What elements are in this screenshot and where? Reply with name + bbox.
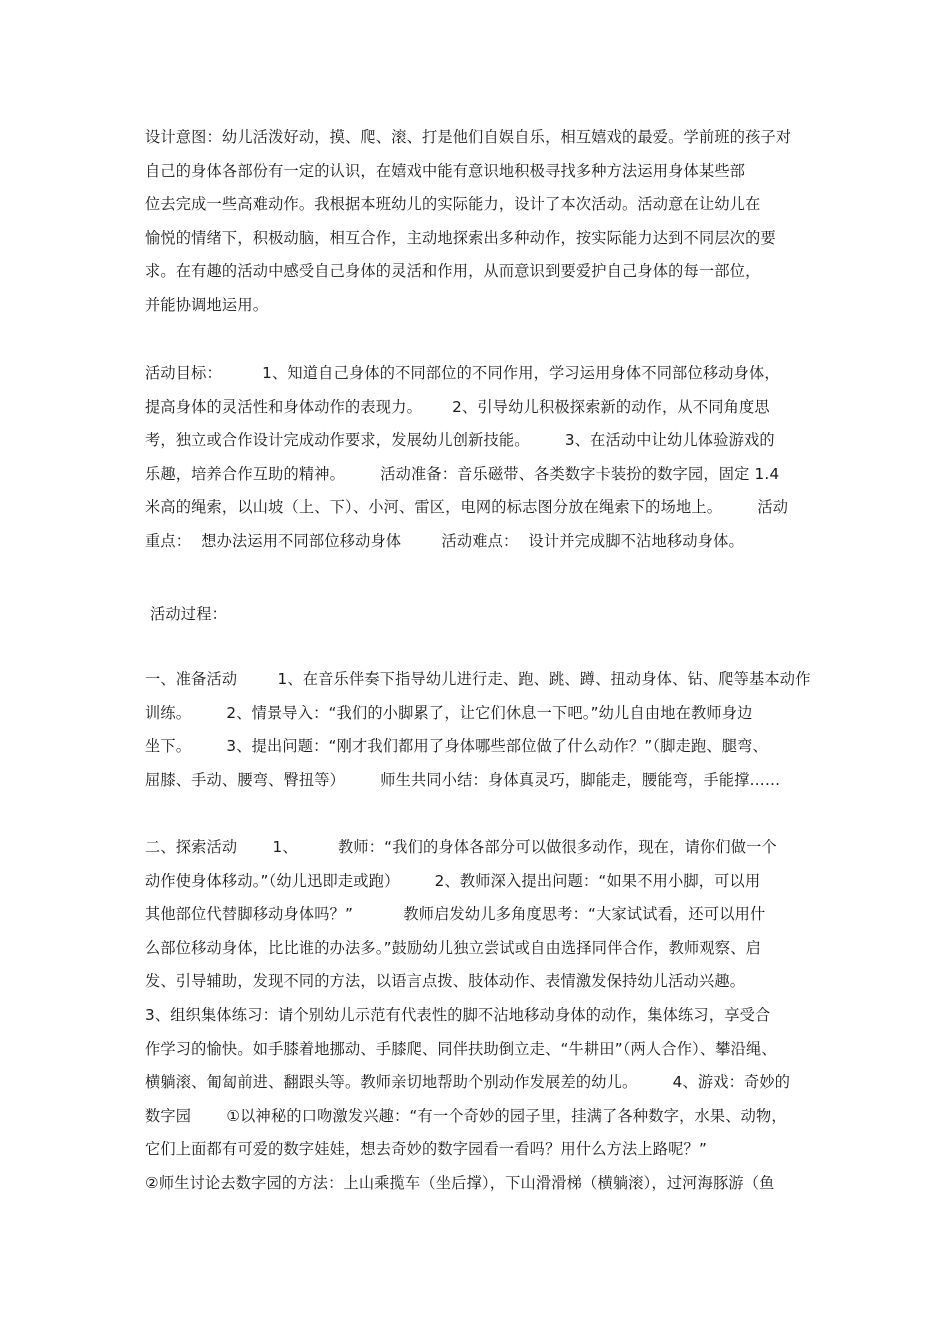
heading-activity-process: [145, 598, 815, 632]
text-line: 其他部位代替脚移动身体吗？” 教师启发幼儿多角度思考：“大家试试看，还可以用什: [145, 905, 766, 924]
text-line: 数字园 ①以神秘的口吻激发兴趣：“有一个奇妙的园子里，挂满了各种数字，水果、动物，: [145, 1106, 787, 1125]
text-line: 考，独立或合作设计完成动作要求，发展幼儿创新技能。 3、在活动中让幼儿体验游戏的: [145, 431, 775, 450]
text-line: 发、引导辅助，发现不同的方法，以语言点拨、肢体动作、表情激发保持幼儿活动兴趣。: [145, 972, 746, 991]
text-line: 活动过程：: [145, 605, 227, 623]
text-line: 坐下。 3、提出问题：“刚才我们都用了身体哪些部位做了什么动作？”（脚走跑、腿弯、: [145, 737, 768, 756]
text-line: 一、准备活动 1、在音乐伴奏下指导幼儿进行走、跑、跳、蹲、扭动身体、钻、爬等基本动作: [145, 670, 811, 688]
text-line: 乐趣，培养合作互助的精神。 活动准备：音乐磁带、各类数字卡装扮的数字园，固定 1.4: [145, 464, 780, 483]
text-line: 横躺滚、匍匐前进、翻跟头等。教师亲切地帮助个别动作发展差的幼儿。 4、游戏：奇妙的: [145, 1073, 791, 1092]
paragraph-activity-goals: [145, 357, 815, 559]
text-line: 屈膝、手动、腰弯、臀扭等） 师生共同小结：身体真灵巧，脚能走，腰能弯，手能撑……: [145, 770, 781, 789]
text-line: 求。在有趣的活动中感受自己身体的灵活和作用，从而意识到要爱护自己身体的每一部位，: [145, 262, 761, 281]
text-line: 3、组织集体练习：请个别幼儿示范有代表性的脚不沾地移动身体的动作，集体练习，享受合: [145, 1005, 771, 1024]
text-line: 重点： 想办法运用不同部位移动身体 活动难点： 设计并完成脚不沾地移动身体。: [145, 531, 744, 550]
text-line: 并能协调地运用。: [145, 295, 269, 314]
paragraph-exploration-activity: [145, 831, 815, 1201]
text-line: 活动目标： 1、知道自己身体的不同部位的不同作用，学习运用身体不同部位移动身体，: [145, 364, 780, 382]
paragraph-preparation-activity: [145, 663, 815, 797]
text-line: 动作使身体移动。”（幼儿迅即走或跑） 2、教师深入提出问题：“如果不用小脚，可以用: [145, 871, 761, 890]
text-line: 提高身体的灵活性和身体动作的表现力。 2、引导幼儿积极探索新的动作，从不同角度思: [145, 397, 770, 416]
text-line: 米高的绳索，以山坡（上、下）、小河、雷区，电网的标志图分放在绳索下的场地上。 活动: [145, 498, 789, 517]
text-line: 愉悦的情绪下，积极动脑，相互合作，主动地探索出多种动作，按实际能力达到不同层次的要: [145, 228, 776, 247]
text-line: 设计意图：幼儿活泼好动，摸、爬、滚、打是他们自娱自乐，相互嬉戏的最爱。学前班的孩子对: [145, 128, 792, 146]
text-line: 位去完成一些高难动作。我根据本班幼儿的实际能力，设计了本次活动。活动意在让幼儿在: [145, 195, 761, 214]
text-line: 二、探索活动 1、 教师：“我们的身体各部分可以做很多动作，现在，请你们做一个: [145, 838, 777, 856]
text-line: 自己的身体各部份有一定的认识，在嬉戏中能有意识地积极寻找多种方法运用身体某些部: [145, 161, 746, 180]
text-line: ②师生讨论去数字园的方法：上山乘揽车（坐后撑），下山滑滑梯（横躺滚），过河海豚游（鱼: [145, 1173, 775, 1192]
text-line: 么部位移动身体，比比谁的办法多。”鼓励幼儿独立尝试或自由选择同伴合作，教师观察、启: [145, 938, 761, 957]
text-line: 作学习的愉快。如手膝着地挪动、手膝爬、同伴扶助倒立走、“牛耕田”（两人合作）、攀沿绳、: [145, 1039, 777, 1058]
paragraph-design-intent: [145, 121, 815, 323]
text-line: 它们上面都有可爱的数字娃娃，想去奇妙的数字园看一看吗？用什么方法上路呢？”: [145, 1140, 708, 1159]
text-line: 训练。 2、情景导入：“我们的小脚累了，让它们休息一下吧。”幼儿自由地在教师身边: [145, 703, 753, 722]
